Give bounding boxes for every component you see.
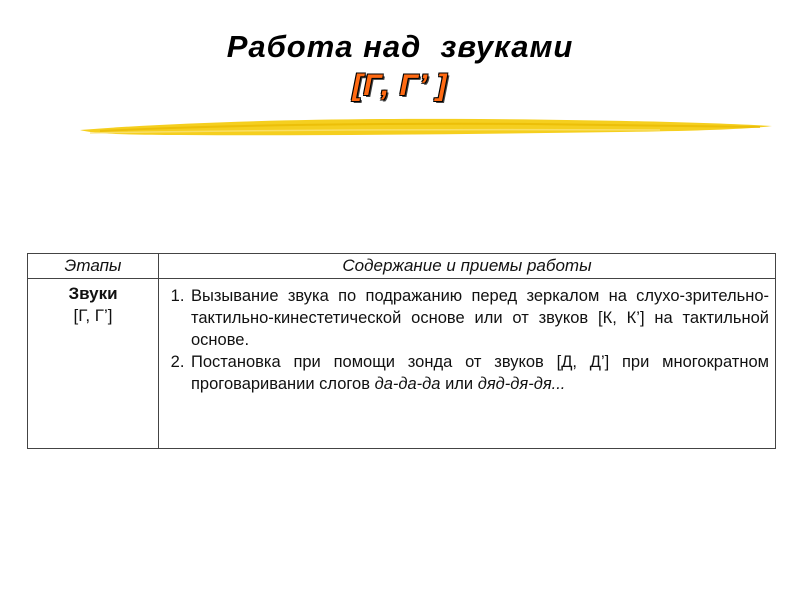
stage-label: Звуки xyxy=(68,284,118,303)
yellow-brush-stroke xyxy=(60,112,780,142)
list-item xyxy=(189,285,769,351)
stage-cell xyxy=(28,279,159,449)
technique-2-text: Постановка при помощи зонда от звуков [Д, Д’] при многократном проговаривании слогов xyxy=(191,353,769,393)
syllable-example-2: дяд-дя-дя... xyxy=(477,375,566,393)
technique-2-connector: или xyxy=(440,375,478,393)
technique-1-text: Вызывание звука по подражанию перед зеркалом на слухо-зрительно-тактильно-кинестетической основе или от звуков [К, К’] на тактильной основе. xyxy=(191,287,769,349)
table-row xyxy=(28,279,776,449)
stage-sounds: [Г, Г’] xyxy=(73,306,113,325)
header-content: Содержание и приемы работы xyxy=(159,254,776,279)
slide-title: Работа над звуками xyxy=(226,29,574,64)
header-stages: Этапы xyxy=(28,254,159,279)
content-cell xyxy=(159,279,776,449)
list-item xyxy=(189,351,769,395)
slide-title-block xyxy=(0,28,800,104)
table-header-row xyxy=(28,254,776,279)
syllable-example-1: да-да-да xyxy=(374,375,441,393)
slide-subtitle: [Г, Г’ ] xyxy=(352,69,448,102)
techniques-list xyxy=(165,285,769,395)
work-stages-table xyxy=(27,253,775,449)
